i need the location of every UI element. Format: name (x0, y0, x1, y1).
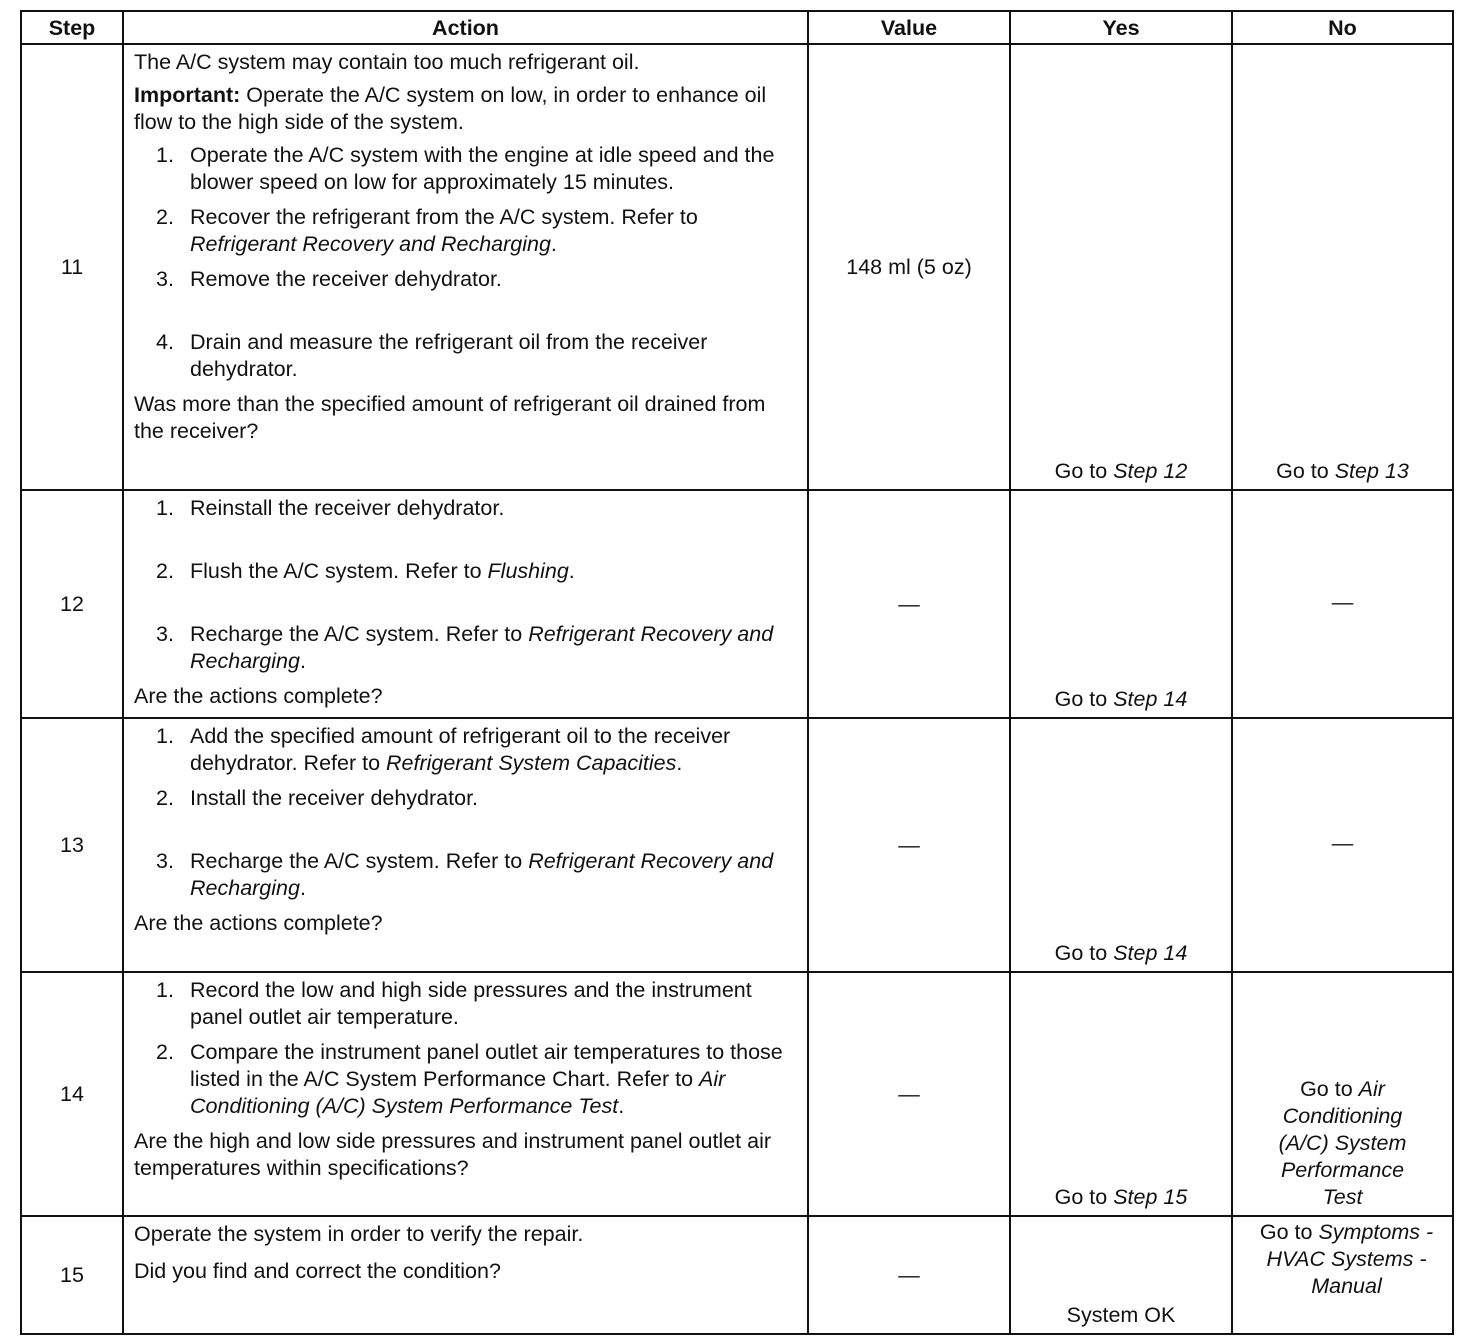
item-text: Recharge the A/C system. Refer to (190, 849, 529, 873)
yes-cell[interactable] (1010, 972, 1232, 1216)
no-step-link[interactable]: Step 13 (1334, 459, 1409, 483)
item-text: Flush the A/C system. Refer to (190, 559, 488, 583)
item-reference-link[interactable]: Refrigerant Recovery and Recharging (190, 232, 551, 256)
item-number: 2. (156, 1040, 174, 1064)
item-number: 3. (156, 267, 174, 291)
item-number: 3. (156, 622, 174, 646)
yes-step-link[interactable]: Step 14 (1113, 687, 1188, 711)
list-item (134, 621, 799, 675)
action-question: Are the high and low side pressures and instrument panel outlet air temperatures within specifications? (134, 1129, 772, 1180)
list-item (134, 977, 799, 1031)
yes-prefix: Go to (1054, 941, 1114, 965)
item-number: 1. (156, 724, 174, 748)
list-item (134, 785, 799, 812)
header-yes: Yes (1010, 11, 1232, 44)
action-intro: The A/C system may contain too much refrigerant oil. (134, 50, 640, 74)
no-cell: — (1232, 490, 1453, 718)
action-cell (123, 490, 808, 718)
step-number: 15 (21, 1216, 123, 1334)
list-item (134, 204, 799, 258)
action-steps (134, 142, 799, 383)
item-tail: . (550, 232, 557, 256)
item-text: Reinstall the receiver dehydrator. (190, 496, 505, 520)
header-no: No (1232, 11, 1453, 44)
item-text: Recover the refrigerant from the A/C system. Refer to (190, 205, 698, 229)
item-text: Recharge the A/C system. Refer to (190, 622, 529, 646)
value-cell: — (808, 490, 1010, 718)
header-step: Step (21, 11, 123, 44)
item-number: 1. (156, 496, 174, 520)
no-cell[interactable] (1232, 1216, 1453, 1334)
yes-cell[interactable] (1010, 490, 1232, 718)
value-cell: 148 ml (5 oz) (808, 44, 1010, 490)
no-prefix: Go to (1276, 459, 1335, 483)
action-cell (123, 44, 808, 490)
no-prefix: Go to (1300, 1077, 1359, 1101)
action-cell (123, 718, 808, 972)
item-text: Install the receiver dehydrator. (190, 786, 479, 810)
item-number: 1. (156, 143, 174, 167)
action-steps (134, 723, 799, 902)
value-cell: — (808, 1216, 1010, 1334)
item-text: Remove the receiver dehydrator. (190, 267, 502, 291)
value-cell: — (808, 972, 1010, 1216)
diagnostic-table (20, 10, 1454, 1335)
yes-step-link[interactable]: Step 14 (1113, 941, 1188, 965)
step-row-11 (21, 44, 1453, 490)
important-text: Operate the A/C system on low, in order to enhance oil flow to the high side of the system. (134, 83, 767, 134)
important-note (134, 82, 799, 136)
action-question: Was more than the specified amount of refrigerant oil drained from the receiver? (134, 392, 766, 443)
item-text: Drain and measure the refrigerant oil from the receiver dehydrator. (190, 330, 708, 381)
action-steps (134, 977, 799, 1120)
action-question: Are the actions complete? (134, 684, 383, 708)
step-number: 13 (21, 718, 123, 972)
step-row-15 (21, 1216, 1453, 1334)
item-tail: . (568, 559, 575, 583)
item-number: 4. (156, 330, 174, 354)
item-text: Add the specified amount of refrigerant oil to the receiver dehydrator. Refer to (190, 724, 731, 775)
list-item (134, 495, 799, 522)
list-item (134, 558, 799, 585)
step-number: 11 (21, 44, 123, 490)
item-reference-link[interactable]: Refrigerant System Capacities (386, 751, 677, 775)
action-question: Did you find and correct the condition? (134, 1259, 501, 1283)
yes-step-link[interactable]: Step 15 (1113, 1185, 1188, 1209)
item-reference-link[interactable]: Air Conditioning (A/C) System Performance Test (190, 1067, 726, 1118)
list-item (134, 723, 799, 777)
item-number: 2. (156, 786, 174, 810)
item-reference-link[interactable]: Refrigerant Recovery and Recharging (190, 849, 774, 900)
step-number: 12 (21, 490, 123, 718)
action-intro: Operate the system in order to verify the repair. (134, 1222, 584, 1246)
item-tail: . (299, 649, 306, 673)
item-number: 2. (156, 559, 174, 583)
step-row-12 (21, 490, 1453, 718)
important-label: Important: (134, 83, 241, 107)
yes-step-link[interactable]: Step 12 (1113, 459, 1188, 483)
yes-cell[interactable] (1010, 44, 1232, 490)
action-steps (134, 495, 799, 675)
item-text: Record the low and high side pressures and the instrument panel outlet air temperature. (190, 978, 752, 1029)
item-tail: . (618, 1094, 625, 1118)
no-cell[interactable] (1232, 44, 1453, 490)
yes-cell[interactable] (1010, 718, 1232, 972)
item-text: Operate the A/C system with the engine at idle speed and the blower speed on low for approximately 15 minutes. (190, 143, 775, 194)
no-step-link[interactable]: Air Conditioning (A/C) System Performance Test (1278, 1077, 1407, 1209)
yes-cell: System OK (1010, 1216, 1232, 1334)
yes-prefix: Go to (1054, 1185, 1114, 1209)
no-cell[interactable] (1232, 972, 1453, 1216)
step-row-13 (21, 718, 1453, 972)
item-tail: . (299, 876, 306, 900)
list-item (134, 1039, 799, 1120)
item-reference-link[interactable]: Refrigerant Recovery and Recharging (190, 622, 774, 673)
action-question: Are the actions complete? (134, 911, 383, 935)
list-item (134, 329, 799, 383)
item-number: 1. (156, 978, 174, 1002)
list-item (134, 142, 799, 196)
no-prefix: Go to (1259, 1220, 1319, 1244)
list-item (134, 848, 799, 902)
value-cell: — (808, 718, 1010, 972)
action-cell (123, 1216, 808, 1334)
yes-prefix: Go to (1054, 687, 1114, 711)
action-cell (123, 972, 808, 1216)
no-step-link[interactable]: Symptoms - HVAC Systems - Manual (1266, 1220, 1434, 1298)
header-row (21, 11, 1453, 44)
no-cell: — (1232, 718, 1453, 972)
header-value: Value (808, 11, 1010, 44)
item-number: 2. (156, 205, 174, 229)
step-row-14 (21, 972, 1453, 1216)
item-text: Compare the instrument panel outlet air temperatures to those listed in the A/C System Performance Chart. Refer to (190, 1040, 783, 1091)
list-item (134, 266, 799, 293)
step-number: 14 (21, 972, 123, 1216)
yes-prefix: Go to (1054, 459, 1114, 483)
header-action: Action (123, 11, 808, 44)
item-number: 3. (156, 849, 174, 873)
item-tail: . (676, 751, 683, 775)
item-reference-link[interactable]: Flushing (487, 559, 569, 583)
